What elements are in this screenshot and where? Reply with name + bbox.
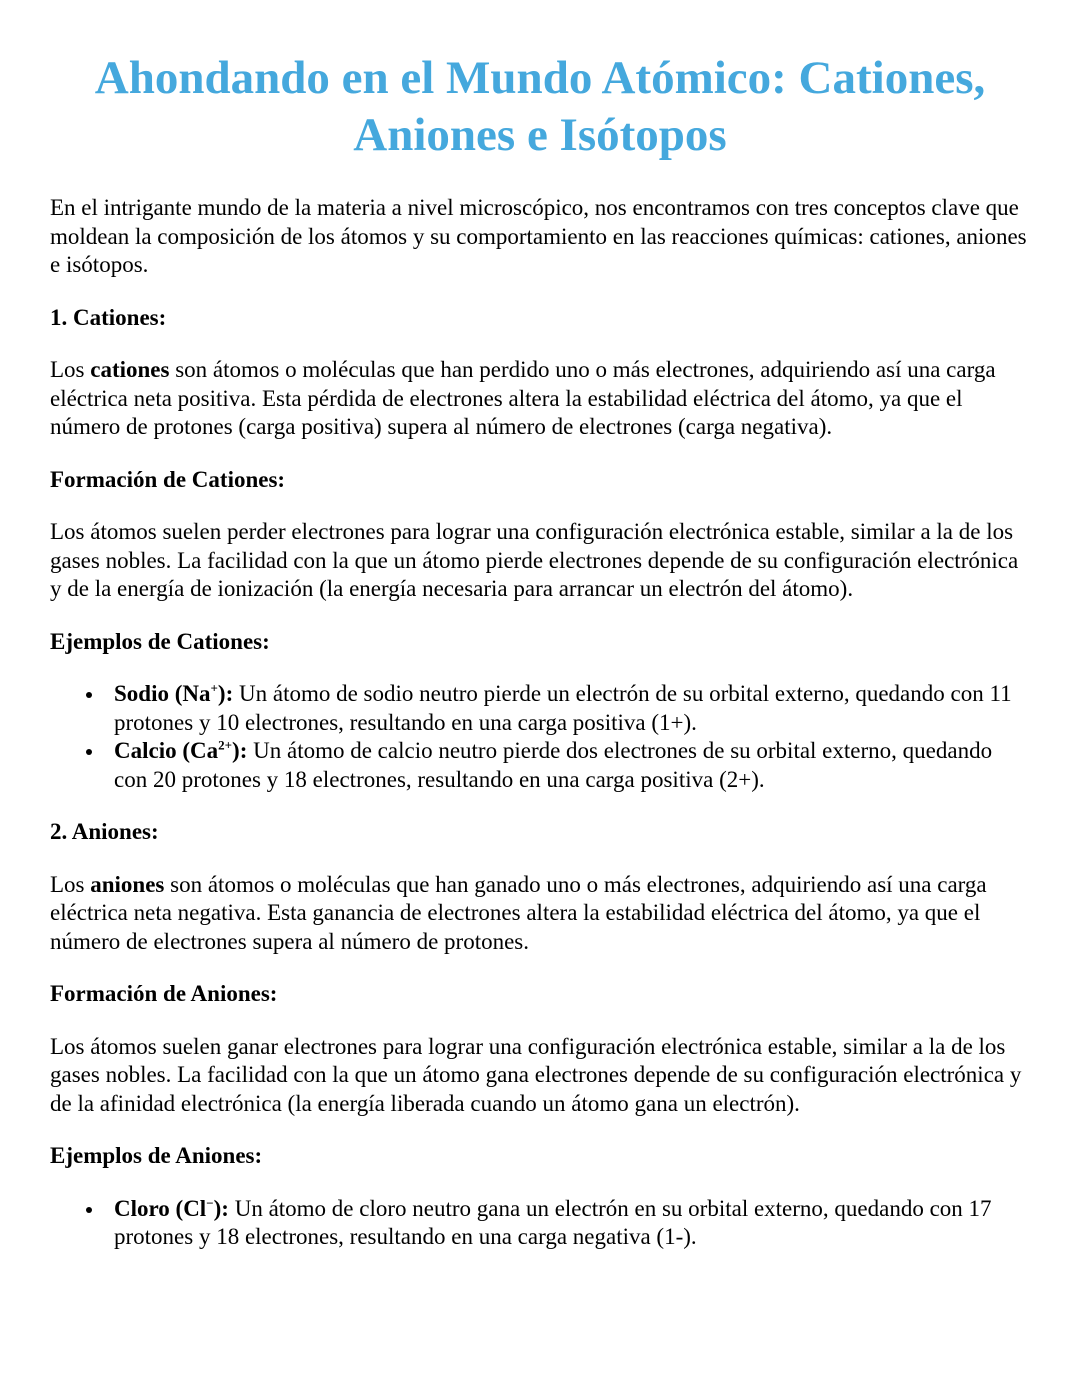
example-name: Sodio (Na+): (114, 680, 234, 706)
section-heading-aniones: 2. Aniones: (50, 819, 159, 844)
aniones-formation-text: Los átomos suelen ganar electrones para lograr una configuración electrónica estable, similar a la de los gases nobles. La facilidad con la que un átomo gana electrones depende de su configuración electrónica y de la afinidad electrónica (la energía liberada cuando un átomo gana un electrón). (50, 1033, 1022, 1116)
section-heading-cationes: 1. Cationes: (50, 304, 167, 330)
cationes-examples-list (50, 680, 1030, 794)
list-item (114, 1195, 1030, 1252)
example-name: Calcio $(Ca^{2+})$: (114, 737, 248, 763)
list-item (114, 680, 1030, 737)
aniones-examples-list (50, 1195, 1030, 1252)
cationes-def-post: son átomos o moléculas que han perdido uno o más electrones, adquiriendo así una carga eléctrica neta positiva. Esta pérdida de electrones altera la estabilidad eléctrica del átomo, ya que el número de protones (carga positiva) supera al número de electrones (carga negativa). (50, 357, 996, 439)
list-item (114, 737, 1030, 794)
cationes-formation-text: Los átomos suelen perder electrones para lograr una configuración electrónica estable, similar a la de los gases nobles. La facilidad con la que un átomo pierde electrones depende de su configuración electrónica y de la energía de ionización (la energía necesaria para arrancar un electrón del átomo). (50, 519, 1019, 601)
intro-paragraph: En el intrigante mundo de la materia a nivel microscópico, nos encontramos con tres conceptos clave que moldean la composición de los átomos y su comportamiento en las reacciones químicas: cationes, aniones e isótopos. (50, 195, 1027, 277)
cationes-term: cationes (90, 357, 170, 382)
example-text: Un átomo de calcio neutro pierde dos electrones de su orbital externo, quedando con 20 protones y 18 electrones, resultando en una carga positiva (2+). (114, 738, 993, 792)
page-title: Ahondando en el Mundo Atómico: Cationes, Aniones e Isótopos (94, 52, 986, 161)
aniones-examples-heading: Ejemplos de Aniones: (50, 1143, 263, 1168)
example-text: Un átomo de sodio neutro pierde un electrón de su orbital externo, quedando con 11 protones y 10 electrones, resultando en una carga positiva (1+). (114, 681, 1012, 735)
cationes-definition (50, 356, 1030, 442)
aniones-formation-heading: Formación de Aniones: (50, 981, 278, 1006)
aniones-term: aniones (90, 871, 165, 897)
aniones-definition (50, 871, 1030, 957)
example-text: Un átomo de cloro neutro gana un electrón en su orbital externo, quedando con 17 protones y 18 electrones, resultando en una carga negativa (1-). (114, 1195, 992, 1249)
cationes-examples-heading: Ejemplos de Cationes: (50, 628, 270, 654)
cationes-formation-heading: Formación de Cationes: (50, 466, 286, 492)
aniones-def-pre: Los (50, 871, 91, 897)
example-name: Cloro (Cl−): (114, 1194, 229, 1221)
aniones-def-post: son átomos o moléculas que han ganado uno o más electrones, adquiriendo así una carga eléctrica neta negativa. Esta ganancia de electrones altera la estabilidad eléctrica del átomo, ya que el número de electrones supera al número de protones. (50, 871, 987, 954)
cationes-def-pre: Los (50, 357, 91, 382)
